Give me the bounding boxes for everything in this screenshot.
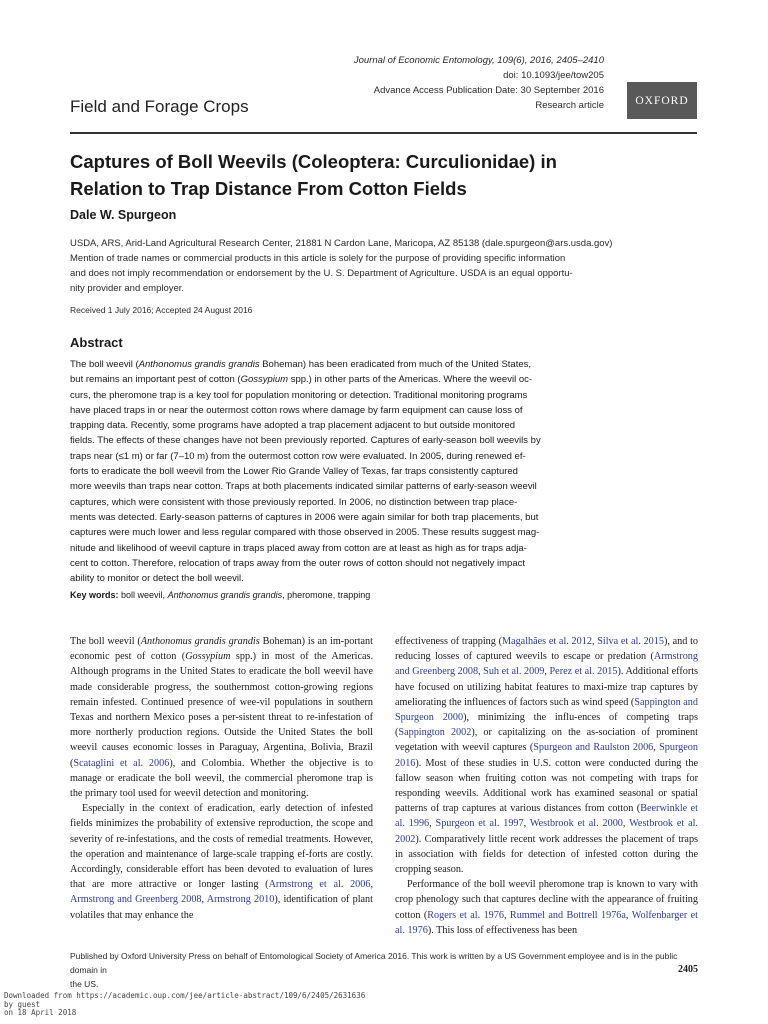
citation-link[interactable]: Spurgeon and Raulston 2006 xyxy=(533,742,654,754)
section-label: Field and Forage Crops xyxy=(70,97,249,116)
abstract-line: nitude and likelihood of weevil capture in traps placed away from cotton are at least as high as for traps adja- xyxy=(70,542,527,554)
keyword: boll weevil, xyxy=(121,590,166,600)
article-title xyxy=(70,148,697,202)
citation-link[interactable]: Armstrong 2010 xyxy=(206,894,275,906)
affiliation-line: and does not imply recommendation or endorsement by the U. S. Department of Agriculture. USDA is an equal opportu- xyxy=(70,268,573,279)
publisher-footer xyxy=(70,949,698,991)
abstract-line: ability to monitor or detect the boll weevil. xyxy=(70,573,244,585)
affiliation-line: USDA, ARS, Arid-Land Agricultural Research Center, 21881 N Cardon Lane, Maricopa, AZ 85138 (dale.spurgeon@ars.usda.gov) xyxy=(70,238,613,249)
citation-link[interactable]: Perez et al. 2015 xyxy=(549,666,618,678)
citation-link[interactable]: Scataglini et al. 2006 xyxy=(73,757,170,769)
keywords xyxy=(70,590,370,600)
abstract-body xyxy=(70,357,698,586)
footer-line: Published by Oxford University Press on behalf of Entomological Society of America 2016. This work is written by a US Government employee and is in the public domain in xyxy=(70,951,678,975)
affiliation xyxy=(70,236,700,296)
download-line: on 18 April 2018 xyxy=(4,1008,77,1017)
citation-link[interactable]: Wolfenbarger et al. 1976 xyxy=(395,909,698,936)
citation-link[interactable]: Sappington and Spurgeon 2000 xyxy=(395,696,698,724)
citation-link[interactable]: Armstrong et al. 2006 xyxy=(268,879,371,891)
citation-link[interactable]: Westbrook et al. 2000 xyxy=(529,818,623,830)
advance-access: Advance Access Publication Date: 30 September 2016 xyxy=(373,85,604,96)
paragraph: effectiveness of trapping (Magalhães et al. 2012, Silva et al. 2015), and to reducing losses of captured weevils to escape or predation (Armstrong and Greenberg 2008, Suh et al. 2009, Perez et al. 2015). Additional efforts have focused on utilizing habitat features to maxi-mize trap captures by ameliorating the influences of factors such as wind speed (Sappington and Spurgeon 2000), minimizing the influ-ences of competing traps (Sappington 2002), or capitalizing on the as-sociation of prominent vegetation with weevil captures (Spurgeon and Raulston 2006, Spurgeon 2016). Most of these studies in U.S. cotton were conducted during the fallow season when fruiting cotton was not competing with traps for responding weevils. Additional work has examined seasonal or spatial patterns of trap captures at various distances from cotton (Beerwinkle et al. 1996, Spurgeon et al. 1997, Westbrook et al. 2000, Westbrook et al. 2002). Comparatively little recent work addresses the placement of traps in association with fields for detection of infested cotton during the cropping season. xyxy=(395,636,699,876)
keyword: Anthonomus grandis grandis xyxy=(167,590,283,600)
page-number: 2405 xyxy=(678,964,698,975)
citation-link[interactable]: Westbrook et al. 2002 xyxy=(395,818,698,845)
article-type: Research article xyxy=(535,100,604,111)
citation-link[interactable]: Spurgeon 2016 xyxy=(395,742,698,769)
download-line: by guest xyxy=(4,999,41,1009)
keyword: , pheromone, trapping xyxy=(282,590,371,600)
abstract-line: traps near (≤1 m) or far (7–10 m) from the outermost cotton row were evaluated. In 2005, during renewed ef- xyxy=(70,450,526,462)
abstract-line: but remains an important pest of cotton (Gossypium spp.) in other parts of the Americas. Where the weevil oc- xyxy=(70,374,533,386)
citation-link[interactable]: Sappington 2002 xyxy=(398,727,472,739)
abstract-line: forts to eradicate the boll weevil from the Lower Rio Grande Valley of Texas, far traps consistently captured xyxy=(70,466,518,478)
abstract-line: fields. The effects of these changes have not been previously reported. Captures of early-season boll weevils by xyxy=(70,435,541,447)
keywords-label: Key words: xyxy=(70,590,119,600)
body-right-column xyxy=(395,634,698,938)
doi: doi: 10.1093/jee/tow205 xyxy=(503,70,604,81)
abstract-heading: Abstract xyxy=(70,335,123,350)
oxford-logo-text: OXFORD xyxy=(635,94,689,107)
abstract-line: trapping data. Recently, some programs have adopted a trap placement adjacent to but outside monitored xyxy=(70,420,516,432)
affiliation-line: nity provider and employer. xyxy=(70,283,185,294)
citation-link[interactable]: Silva et al. 2015 xyxy=(597,636,664,647)
download-stamp xyxy=(4,992,404,1018)
citation-link[interactable]: Magalhães et al. 2012 xyxy=(502,636,592,647)
journal-line: Journal of Economic Entomology, 109(6), 2016, 2405–2410 xyxy=(353,55,604,66)
header-rule xyxy=(70,132,697,134)
abstract-line: more weevils than traps near cotton. Traps at both placements indicated similar patterns of early-season weevil xyxy=(70,481,537,493)
citation-link[interactable]: Beerwinkle et al. 1996 xyxy=(395,803,699,830)
citation-link[interactable]: Rogers et al. 1976 xyxy=(427,909,504,921)
body-left-column xyxy=(70,634,373,923)
abstract-line: cent to cotton. Therefore, relocation of traps away from the outer rows of cotton should not negatively impact xyxy=(70,557,526,569)
abstract-line: ments was detected. Early-season patterns of captures in 2006 were again similar for both trap placements, but xyxy=(70,511,539,523)
footer-line: the US. xyxy=(70,979,99,989)
abstract-line: The boll weevil (Anthonomus grandis grandis Boheman) has been eradicated from much of the United States, xyxy=(70,359,532,370)
download-line: Downloaded from https://academic.oup.com/jee/article-abstract/109/6/2405/2631636 xyxy=(4,991,366,1000)
abstract-line: have placed traps in or near the outermost cotton rows where damage by farm equipment can cause loss of xyxy=(70,404,523,416)
paragraph: The boll weevil (Anthonomus grandis grandis Boheman) is an im-portant economic pest of cotton (Gossypium spp.) in most of the Americas. Although programs in the United States to eradicate the boll weevil have made considerable progress, the southernmost cotton-growing regions remain infested. Continued presence of wee-vil populations in southern Texas and northern Mexico poses a per-sistent threat to re-infestation of more northerly production regions. Outside the United States the boll weevil causes economic losses in Paraguay, Argentina, Bolivia, Brazil (Scataglini et al. 2006), and Colombia. Whether the objective is to manage or eradicate the boll weevil, the commercial pheromone trap is the primary tool used for weevil detection and monitoring. xyxy=(70,636,373,800)
paragraph: Especially in the context of eradication, early detection of infested fields minimizes the probability of extensive reproduction, the scope and severity of re-infestations, and the costs of remedial treatments. However, the operation and maintenance of large-scale trapping ef-forts are costly. Accordingly, considerable effort has been devoted to evaluation of lures that are more attractive or longer lasting (Armstrong et al. 2006, Armstrong and Greenberg 2008, Armstrong 2010), identification of plant volatiles that may enhance the xyxy=(70,803,373,921)
abstract-line: curs, the pheromone trap is a key tool for population monitoring or detection. Traditional monitoring programs xyxy=(70,389,528,401)
citation-link[interactable]: Armstrong and Greenberg 2008 xyxy=(395,651,698,678)
abstract-line: captures were much lower and less regular compared with those observed in 2005. These results suggest mag- xyxy=(70,527,540,539)
abstract-line: captures, which were consistent with those previously reported. In 2006, no distinction between trap place- xyxy=(70,496,518,508)
title-line-2: Relation to Trap Distance From Cotton Fields xyxy=(70,178,467,199)
paragraph: Performance of the boll weevil pheromone trap is known to vary with crop phenology such that captures decline with the appearance of fruiting cotton (Rogers et al. 1976, Rummel and Bottrell 1976a, Wolfenbarger et al. 1976). This loss of effectiveness has been xyxy=(395,879,698,936)
received-dates: Received 1 July 2016; Accepted 24 August 2016 xyxy=(70,305,253,315)
citation-link[interactable]: Armstrong and Greenberg 2008 xyxy=(70,894,202,906)
author: Dale W. Spurgeon xyxy=(70,208,177,222)
citation-link[interactable]: Rummel and Bottrell 1976a xyxy=(509,909,626,921)
affiliation-line: Mention of trade names or commercial products in this article is solely for the purpose of providing specific information xyxy=(70,253,566,264)
citation-link[interactable]: Spurgeon et al. 1997 xyxy=(435,818,524,830)
citation-link[interactable]: Suh et al. 2009 xyxy=(483,666,545,678)
title-line-1: Captures of Boll Weevils (Coleoptera: Curculionidae) in xyxy=(70,151,557,172)
oxford-logo xyxy=(627,82,697,119)
